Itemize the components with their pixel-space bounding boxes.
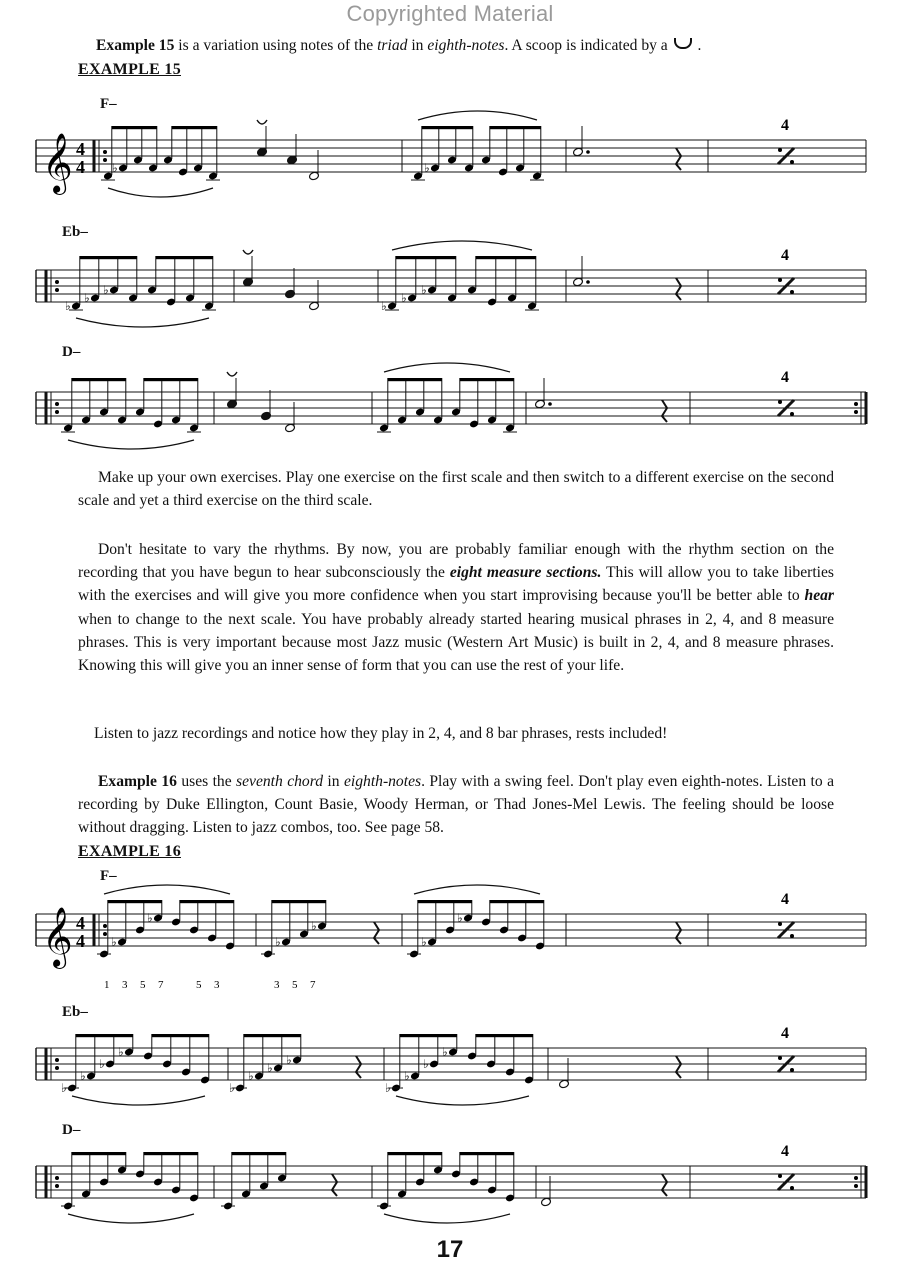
- treble-clef: 𝄞: [42, 133, 73, 193]
- phrase-slur: [392, 241, 532, 250]
- beam: [418, 900, 472, 903]
- chord-symbol: F–: [100, 868, 117, 884]
- repeat-dot: [778, 278, 782, 282]
- repeat-dot: [790, 160, 794, 164]
- time-signature-top: 4: [76, 139, 85, 159]
- flat-sign: ♭: [112, 161, 118, 175]
- repeat-dot: [790, 290, 794, 294]
- repeat-dot: [55, 1066, 59, 1070]
- treble-clef: 𝄞: [42, 907, 73, 967]
- repeat-dot: [790, 1068, 794, 1072]
- intro-text: uses the: [176, 773, 237, 790]
- paragraph-listen: Listen to jazz recordings and notice how they play in 2, 4, and 8 bar phrases, rests included!: [94, 725, 668, 742]
- repeat-count: 4: [781, 1143, 789, 1160]
- flat-sign: ♭: [404, 1069, 410, 1083]
- intro-text: . A scoop is indicated by a: [504, 37, 672, 54]
- quarter-rest: [676, 922, 681, 944]
- flat-sign: ♭: [311, 919, 317, 933]
- flat-sign: ♭: [421, 283, 427, 297]
- repeat-count: 4: [781, 117, 789, 134]
- intro-text: in: [407, 37, 428, 54]
- repeat-dot: [55, 1176, 59, 1180]
- intro-text: .: [693, 37, 702, 54]
- flat-sign: ♭: [103, 283, 109, 297]
- scoop-mark: [243, 250, 253, 254]
- flat-sign: ♭: [61, 1081, 67, 1095]
- flat-sign: ♭: [442, 1045, 448, 1059]
- beam: [112, 126, 157, 129]
- flat-sign: ♭: [457, 911, 463, 925]
- flat-sign: ♭: [401, 291, 407, 305]
- beam: [490, 126, 541, 129]
- fingering-number: 1: [104, 979, 110, 991]
- ex15-staff-1: [0, 110, 900, 200]
- scoop-icon: [674, 38, 692, 49]
- beam: [388, 1152, 442, 1155]
- repeat-dot: [55, 410, 59, 414]
- paragraph-text: This will allow you to take liberties with the exercises and will give you more confidence when you start improvising because you'll be better able to: [78, 564, 834, 605]
- beam: [396, 256, 456, 259]
- repeat-dot: [103, 932, 107, 936]
- beam: [80, 256, 137, 259]
- beam: [476, 1034, 533, 1037]
- example-15-intro: [78, 34, 834, 57]
- repeat-dot: [854, 1184, 858, 1188]
- dot: [586, 280, 590, 284]
- quarter-rest: [332, 1174, 337, 1196]
- repeat-dot: [55, 280, 59, 284]
- repeat-dot: [55, 1058, 59, 1062]
- example-16-intro: [78, 770, 834, 840]
- quarter-rest: [676, 278, 681, 300]
- flat-sign: ♭: [65, 299, 71, 313]
- beam: [156, 256, 213, 259]
- phrase-slur: [104, 885, 230, 894]
- repeat-dot: [55, 288, 59, 292]
- fingering-number: 5: [292, 979, 298, 991]
- repeat-dot: [854, 1176, 858, 1180]
- flat-sign: ♭: [80, 1069, 86, 1083]
- beam: [400, 1034, 457, 1037]
- flat-sign: ♭: [423, 1057, 429, 1071]
- phrase-slur: [384, 363, 510, 372]
- fingering-number: 5: [196, 979, 202, 991]
- repeat-dot: [778, 148, 782, 152]
- chord-symbol: Eb–: [62, 224, 88, 240]
- paragraph-make-exercises: [78, 466, 834, 512]
- repeat-count: 4: [781, 1025, 789, 1042]
- beam: [460, 1152, 514, 1155]
- flat-sign: ♭: [229, 1081, 235, 1095]
- chord-symbol: D–: [62, 344, 81, 360]
- time-signature-bottom: 4: [76, 931, 85, 951]
- phrase-slur: [384, 1214, 510, 1223]
- ex15-staff-3: [0, 362, 900, 452]
- eight-measure-term: eight measure sections.: [449, 564, 602, 582]
- quarter-rest: [676, 148, 681, 170]
- quarter-rest: [374, 922, 379, 944]
- repeat-dot: [778, 1056, 782, 1060]
- repeat-count: 4: [781, 247, 789, 264]
- eighth-notes-term: eighth-notes: [343, 773, 422, 790]
- beam: [76, 1034, 133, 1037]
- repeat-dot: [103, 924, 107, 928]
- phrase-slur: [108, 188, 213, 197]
- beam: [232, 1152, 286, 1155]
- beam: [244, 1034, 301, 1037]
- repeat-dot: [103, 150, 107, 154]
- page-number: 17: [436, 1236, 464, 1263]
- repeat-dot: [778, 400, 782, 404]
- flat-sign: ♭: [381, 299, 387, 313]
- beam: [72, 378, 126, 381]
- beam: [388, 378, 442, 381]
- chord-symbol: F–: [100, 96, 117, 112]
- scoop-mark: [257, 120, 267, 124]
- repeat-dot: [778, 1174, 782, 1178]
- paragraph-text: when to change to the next scale. You have probably already started hearing musical phrases in 2, 4, and 8 measure phrases. This is very important because most Jazz music (Western Art Music) is built in 2, 4, and 8 measure phrases. Knowing this will give you an inner sense of form that you can use the rest of your life.: [78, 610, 834, 675]
- dot: [548, 402, 552, 406]
- beam: [422, 126, 473, 129]
- fingering-number: 7: [310, 979, 316, 991]
- beam: [180, 900, 234, 903]
- scoop-mark: [227, 372, 237, 376]
- flat-sign: ♭: [248, 1069, 254, 1083]
- fingering-number: 7: [158, 979, 164, 991]
- repeat-dot: [778, 922, 782, 926]
- intro-text: in: [323, 773, 344, 790]
- hear-term: hear: [804, 587, 834, 605]
- example-15-label: Example 15: [96, 37, 175, 54]
- phrase-slur: [418, 111, 537, 120]
- intro-text: . Play with a swing feel. Don't play even eighth-notes. Listen to a recording by Duke Ellington, Count Basie, Woody Herman, or Thad Jones-Mel Lewis. The feeling should be loose without dragging. Listen to jazz combos, too. See page 58.: [78, 773, 834, 837]
- example-16-heading: EXAMPLE 16: [78, 843, 181, 860]
- ex16-staff-3: [0, 1136, 900, 1226]
- intro-text: is a variation using notes of the: [174, 37, 378, 54]
- flat-sign: ♭: [111, 935, 117, 949]
- fingering-number: 3: [214, 979, 220, 991]
- paragraph-text: Make up your own exercises. Play one exercise on the first scale and then switch to a different exercise on the second scale and yet a third exercise on the third scale.: [78, 469, 834, 510]
- phrase-slur: [68, 1214, 194, 1223]
- fingering-number: 3: [122, 979, 128, 991]
- beam: [476, 256, 536, 259]
- example-15-heading: EXAMPLE 15: [78, 61, 181, 78]
- flat-sign: ♭: [286, 1053, 292, 1067]
- beam: [172, 126, 217, 129]
- chord-symbol: Eb–: [62, 1004, 88, 1020]
- time-signature-bottom: 4: [76, 157, 85, 177]
- seventh-chord-term: seventh chord: [236, 773, 324, 790]
- dot: [586, 150, 590, 154]
- repeat-count: 4: [781, 369, 789, 386]
- phrase-slur: [72, 1096, 205, 1105]
- flat-sign: ♭: [147, 911, 153, 925]
- beam: [72, 1152, 126, 1155]
- repeat-dot: [854, 410, 858, 414]
- time-signature-top: 4: [76, 913, 85, 933]
- flat-sign: ♭: [267, 1061, 273, 1075]
- repeat-dot: [790, 412, 794, 416]
- beam: [272, 900, 326, 903]
- chord-symbol: D–: [62, 1122, 81, 1138]
- paragraph-text: Don't hesitate to vary the rhythms. By now, you are probably familiar enough with the rhythm section on the recording that you have begun to hear subconsciously the: [78, 541, 834, 582]
- flat-sign: ♭: [421, 935, 427, 949]
- repeat-count: 4: [781, 891, 789, 908]
- ex16-staff-2: [0, 1018, 900, 1108]
- phrase-slur: [414, 885, 540, 894]
- flat-sign: ♭: [84, 291, 90, 305]
- repeat-dot: [103, 158, 107, 162]
- flat-sign: ♭: [424, 161, 430, 175]
- phrase-slur: [76, 318, 209, 327]
- phrase-slur: [68, 440, 194, 449]
- quarter-rest: [662, 400, 667, 422]
- repeat-dot: [854, 402, 858, 406]
- ex15-staff-2: [0, 240, 900, 330]
- copyright-watermark: Copyrighted Material: [346, 1, 554, 26]
- quarter-rest: [356, 1056, 361, 1078]
- repeat-dot: [790, 1186, 794, 1190]
- paragraph-vary-rhythms: [78, 538, 834, 677]
- repeat-dot: [790, 934, 794, 938]
- ex16-staff-1: [0, 884, 900, 991]
- example-16-label: Example 16: [98, 773, 177, 790]
- beam: [144, 1152, 198, 1155]
- flat-sign: ♭: [385, 1081, 391, 1095]
- triad-term: triad: [377, 37, 408, 54]
- beam: [144, 378, 198, 381]
- beam: [490, 900, 544, 903]
- repeat-dot: [55, 402, 59, 406]
- repeat-dot: [55, 1184, 59, 1188]
- beam: [152, 1034, 209, 1037]
- quarter-rest: [676, 1056, 681, 1078]
- beam: [108, 900, 162, 903]
- quarter-rest: [662, 1174, 667, 1196]
- flat-sign: ♭: [99, 1057, 105, 1071]
- beam: [460, 378, 514, 381]
- phrase-slur: [396, 1096, 529, 1105]
- fingering-number: 3: [274, 979, 280, 991]
- flat-sign: ♭: [275, 935, 281, 949]
- fingering-number: 5: [140, 979, 146, 991]
- flat-sign: ♭: [118, 1045, 124, 1059]
- eighth-notes-term: eighth-notes: [427, 37, 505, 54]
